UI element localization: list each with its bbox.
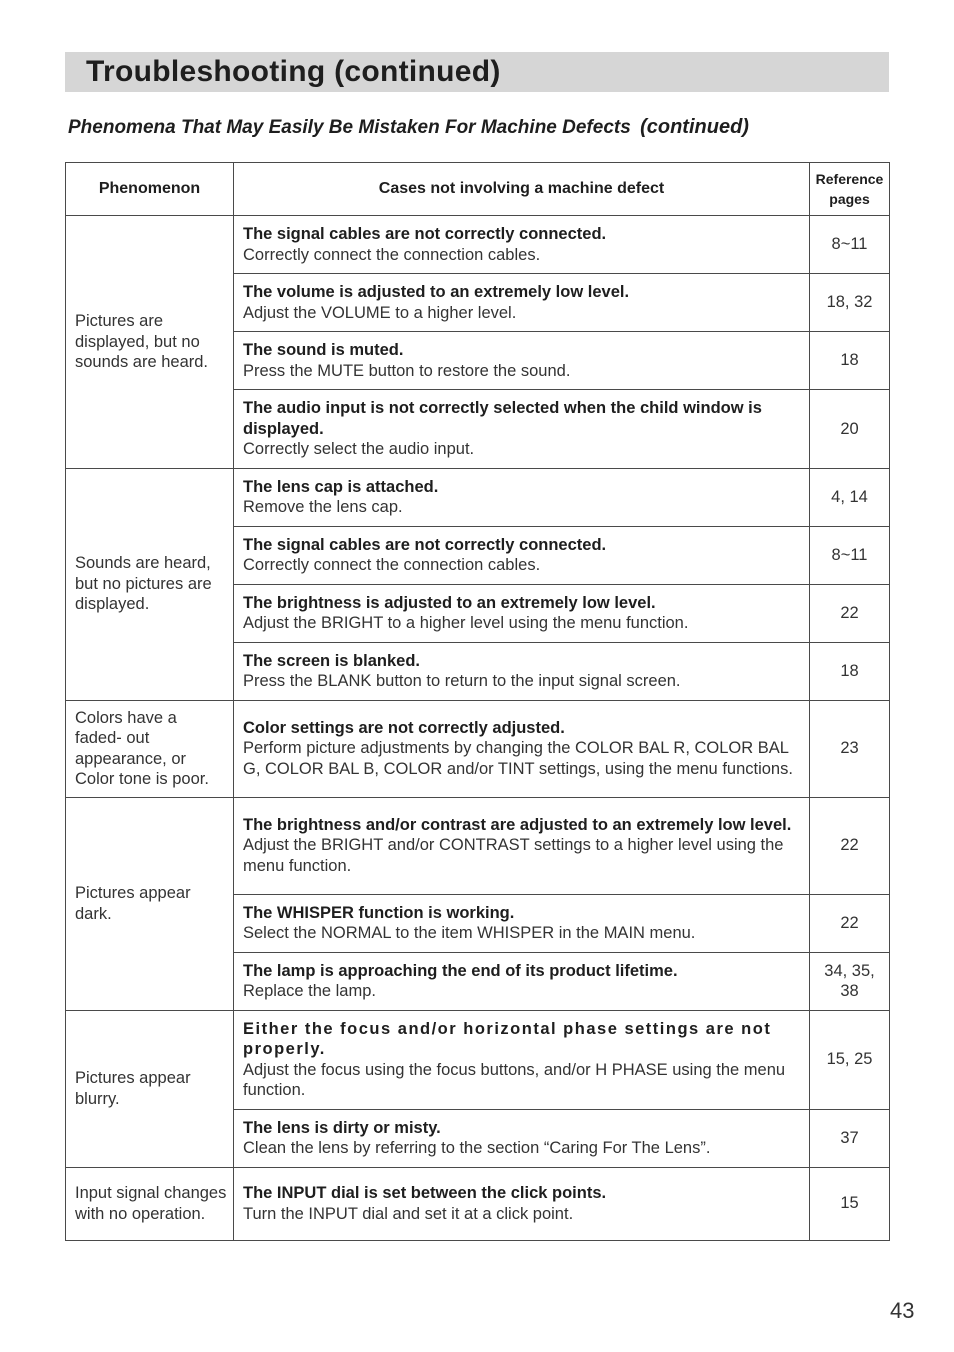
case-cell [234, 1167, 810, 1240]
troubleshooting-table [65, 162, 890, 1241]
table-row [66, 468, 890, 526]
case-cell [234, 274, 810, 332]
phenomenon-cell: Input signal changes with no operation. [66, 1167, 234, 1240]
case-title: The sound is muted. [243, 341, 404, 359]
case-title: The brightness is adjusted to an extremely low level. [243, 593, 656, 612]
page-title: Troubleshooting (continued) [86, 55, 501, 88]
page-number: 43 [890, 1298, 915, 1323]
case-title: The lens is dirty or misty. [243, 1118, 441, 1137]
case-title: The signal cables are not correctly connected. [243, 535, 607, 554]
case-cell [234, 216, 810, 274]
case-cell [234, 1109, 810, 1167]
case-description: Adjust the BRIGHT to a higher level using the menu function. [243, 614, 689, 632]
case-description: Adjust the VOLUME to a higher level. [243, 303, 517, 322]
case-description: Select the NORMAL to the item WHISPER in the MAIN menu. [243, 924, 696, 942]
title-bar [65, 52, 889, 92]
case-title: The signal cables are not correctly connected. [243, 225, 607, 243]
section-heading-suffix: (continued) [640, 116, 749, 138]
reference-cell: 18 [810, 332, 890, 390]
table-row [66, 700, 890, 797]
case-description: Remove the lens cap. [243, 498, 403, 516]
case-description: Adjust the BRIGHT and/or CONTRAST settings to a higher level using the menu function. [243, 836, 784, 875]
case-cell [234, 894, 810, 952]
case-cell [234, 390, 810, 469]
case-cell [234, 332, 810, 390]
case-description: Correctly connect the connection cables. [243, 245, 541, 264]
table-row [66, 216, 890, 274]
case-cell [234, 797, 810, 894]
case-title: Either the focus and/or horizontal phase settings are not properly. [243, 1019, 772, 1058]
case-title: The WHISPER function is working. [243, 903, 515, 922]
case-cell [234, 952, 810, 1010]
reference-cell: 22 [810, 894, 890, 952]
case-description: Perform picture adjustments by changing the COLOR BAL R, COLOR BAL G, COLOR BAL B, COLOR and/or TINT settings, using the menu functions. [243, 739, 793, 778]
phenomenon-cell: Pictures appear dark. [66, 797, 234, 1010]
table-header-row [66, 163, 890, 216]
case-description: Correctly select the audio input. [243, 440, 475, 458]
case-title: The brightness and/or contrast are adjusted to an extremely low level. [243, 815, 792, 834]
reference-cell: 18 [810, 642, 890, 700]
case-description: Turn the INPUT dial and set it at a click point. [243, 1204, 574, 1223]
reference-cell: 18, 32 [810, 274, 890, 332]
case-cell [234, 700, 810, 797]
case-cell [234, 1010, 810, 1109]
reference-cell: 23 [810, 700, 890, 797]
case-description: Correctly connect the connection cables. [243, 556, 541, 574]
case-title: The lamp is approaching the end of its product lifetime. [243, 961, 678, 980]
table-row [66, 797, 890, 894]
case-title: The lens cap is attached. [243, 477, 439, 496]
case-description: Press the BLANK button to return to the input signal screen. [243, 672, 681, 690]
section-heading [68, 116, 749, 139]
reference-cell: 4, 14 [810, 468, 890, 526]
case-title: The screen is blanked. [243, 651, 420, 670]
reference-cell: 8~11 [810, 526, 890, 584]
case-description: Replace the lamp. [243, 982, 376, 1000]
reference-cell: 22 [810, 584, 890, 642]
case-cell [234, 526, 810, 584]
table-row [66, 1010, 890, 1109]
reference-cell: 22 [810, 797, 890, 894]
case-description: Press the MUTE button to restore the sound. [243, 361, 571, 380]
case-cell [234, 468, 810, 526]
phenomenon-cell: Colors have a faded- out appearance, or Color tone is poor. [66, 700, 234, 797]
case-description: Adjust the focus using the focus buttons, and/or H PHASE using the menu function. [243, 1060, 786, 1099]
table-row [66, 1167, 890, 1240]
reference-cell: 20 [810, 390, 890, 469]
reference-cell: 15 [810, 1167, 890, 1240]
reference-cell: 15, 25 [810, 1010, 890, 1109]
phenomenon-cell: Sounds are heard, but no pictures are displayed. [66, 468, 234, 700]
reference-cell: 34, 35, 38 [810, 952, 890, 1010]
case-description: Clean the lens by referring to the section “Caring For The Lens”. [243, 1139, 711, 1157]
header-phenomenon: Phenomenon [66, 163, 234, 216]
reference-cell: 37 [810, 1109, 890, 1167]
reference-cell: 8~11 [810, 216, 890, 274]
phenomenon-cell: Pictures appear blurry. [66, 1010, 234, 1167]
case-cell [234, 584, 810, 642]
case-title: The INPUT dial is set between the click points. [243, 1184, 607, 1202]
section-heading-text: Phenomena That May Easily Be Mistaken For Machine Defects [68, 117, 631, 138]
case-title: Color settings are not correctly adjusted. [243, 718, 565, 737]
case-cell [234, 642, 810, 700]
case-title: The volume is adjusted to an extremely low level. [243, 283, 630, 301]
phenomenon-cell: Pictures are displayed, but no sounds are heard. [66, 216, 234, 469]
header-reference: Reference pages [810, 163, 890, 216]
case-title: The audio input is not correctly selected when the child window is displayed. [243, 399, 762, 438]
header-cases: Cases not involving a machine defect [234, 163, 810, 216]
